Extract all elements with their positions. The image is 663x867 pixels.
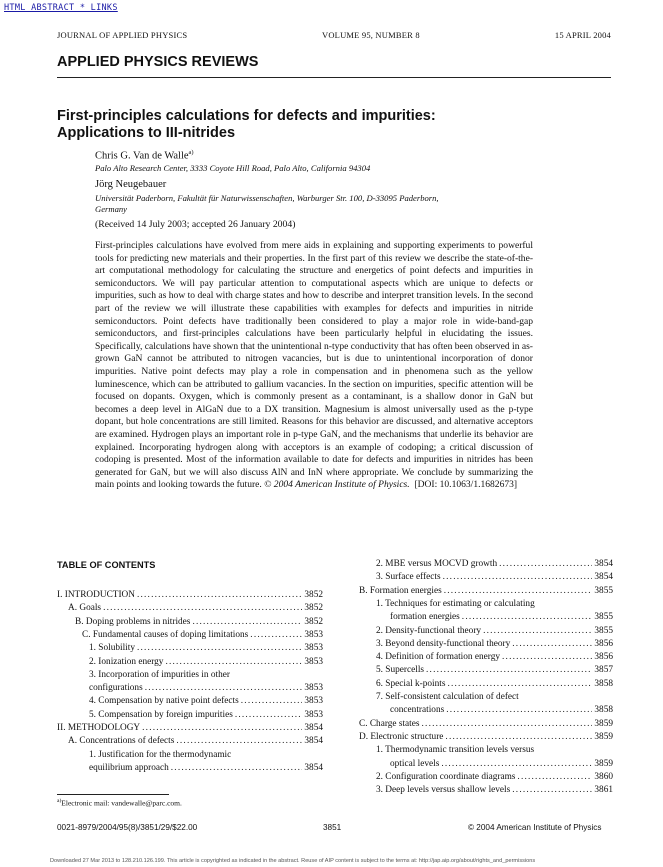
toc-entry[interactable] xyxy=(359,586,613,596)
toc-entry[interactable] xyxy=(82,630,323,640)
received-dates: (Received 14 July 2003; accepted 26 January 2004) xyxy=(95,219,296,230)
toc-page-number: 3855 xyxy=(594,612,613,623)
abstract-text xyxy=(95,240,533,492)
toc-entry[interactable] xyxy=(376,652,613,662)
toc-leader-dots xyxy=(447,679,592,689)
toc-leader-dots xyxy=(142,723,302,733)
toc-entry-label: 5. Compensation by foreign impurities xyxy=(89,709,233,720)
toc-entry[interactable] xyxy=(376,679,613,689)
toc-page-number: 3854 xyxy=(594,572,613,583)
toc-entry-label: formation energies xyxy=(390,612,460,623)
toc-leader-dots xyxy=(235,710,303,720)
html-abstract-links[interactable]: HTML ABSTRACT * LINKS xyxy=(4,3,118,13)
toc-entry[interactable] xyxy=(359,732,613,742)
toc-entry[interactable] xyxy=(68,736,323,746)
abstract xyxy=(95,240,533,492)
toc-entry-label: B. Formation energies xyxy=(359,585,442,596)
toc-entry[interactable] xyxy=(390,759,613,769)
toc-leader-dots xyxy=(145,683,303,693)
toc-page-number: 3854 xyxy=(304,723,323,733)
toc-page-number: 3853 xyxy=(304,683,323,694)
toc-entry-label: C. Charge states xyxy=(359,718,420,729)
toc-leader-dots xyxy=(137,590,302,600)
toc-entry-label: 4. Definition of formation energy xyxy=(376,652,501,663)
toc-entry-label: equilibrium approach xyxy=(89,762,169,773)
toc-entry[interactable] xyxy=(89,763,323,773)
toc-entry[interactable] xyxy=(376,639,613,649)
toc-entry[interactable] xyxy=(89,657,323,667)
toc-page-number: 3854 xyxy=(594,559,613,569)
toc-entry-label: 5. Supercells xyxy=(376,665,425,676)
section-heading: APPLIED PHYSICS REVIEWS xyxy=(57,54,259,70)
toc-page-number: 3854 xyxy=(304,762,323,773)
footnote-text: Electronic mail: vandewalle@parc.com. xyxy=(61,798,182,808)
volume-number: VOLUME 95, NUMBER 8 xyxy=(322,30,420,40)
toc-entry[interactable] xyxy=(376,559,613,569)
toc-leader-dots xyxy=(445,732,592,742)
toc-leader-dots xyxy=(192,617,302,627)
toc-page-number: 3853 xyxy=(304,643,323,654)
toc-leader-dots xyxy=(103,603,302,613)
toc-page-number: 3852 xyxy=(304,616,323,627)
toc-entry-label: configurations xyxy=(89,683,143,694)
author-name: Chris G. Van de Walle xyxy=(95,150,189,162)
abstract-copyright: © 2004 American Institute of Physics. xyxy=(264,479,410,491)
toc-leader-dots xyxy=(443,572,593,582)
toc-page-number: 3855 xyxy=(594,625,613,636)
toc-heading: TABLE OF CONTENTS xyxy=(57,560,156,570)
toc-leader-dots xyxy=(165,657,302,667)
toc-entry[interactable]: 3. Incorporation of impurities in other xyxy=(89,669,230,680)
toc-entry[interactable] xyxy=(75,617,323,627)
footnote-divider xyxy=(57,794,169,795)
toc-leader-dots xyxy=(422,719,593,729)
toc-entry-label: 2. Density-functional theory xyxy=(376,625,482,636)
toc-page-number: 3853 xyxy=(304,709,323,720)
toc-page-number: 3858 xyxy=(594,705,613,716)
toc-leader-dots xyxy=(241,696,303,706)
toc-page-number: 3853 xyxy=(304,629,323,640)
toc-page-number: 3856 xyxy=(594,638,613,649)
title-line-2: Applications to III-nitrides xyxy=(57,125,236,141)
toc-entry-label: 4. Compensation by native point defects xyxy=(89,696,239,707)
toc-leader-dots xyxy=(441,759,592,769)
toc-entry[interactable] xyxy=(57,723,323,733)
toc-entry-label: D. Electronic structure xyxy=(359,731,444,742)
issue-date: 15 APRIL 2004 xyxy=(554,30,611,40)
title-line-1: First-principles calculations for defects and impurities: xyxy=(57,108,436,124)
toc-page-number: 3859 xyxy=(594,758,613,769)
toc-leader-dots xyxy=(499,559,592,569)
affiliation-line: Germany xyxy=(95,203,127,214)
toc-leader-dots xyxy=(176,736,302,746)
toc-entry-label: 2. Ionization energy xyxy=(89,656,164,667)
toc-leader-dots xyxy=(171,763,303,773)
toc-entry[interactable] xyxy=(376,785,613,795)
toc-entry-label: A. Goals xyxy=(68,603,102,614)
toc-entry-label: I. INTRODUCTION xyxy=(57,590,135,600)
footnote xyxy=(57,798,182,808)
toc-page-number: 3854 xyxy=(304,736,323,747)
journal-name: JOURNAL OF APPLIED PHYSICS xyxy=(57,30,188,40)
toc-entry[interactable] xyxy=(376,626,613,636)
toc-entry[interactable] xyxy=(57,590,323,600)
abstract-body: First-principles calculations have evolved from mere aids in explaining and supporting experiments to powerful tools for predicting new materials and their properties. In the first part of this review we describe the state-of-the-art computational methodology for calculating the structure and energetics of point defects and impurities in semiconductors. We will pay particular attention to computational aspects which are unique to defects or impurities, such as how to deal with charge states and how to describe and interpret transition levels. In the second part of the review we will illustrate these capabilities with examples for defects and impurities in nitride semiconductors. Point defects have traditionally been considered to play a major role in wide-band-gap semiconductors, and first-principles calculations have been particularly helpful in elucidating the issues. Specifically, calculations have shown that the unintentional n-type conductivity that has often been observed in as-grown GaN cannot be attributed to nitrogen vacancies, but is due to unintentional incorporation of donor impurities. Native point defects may play a role in compensation and in phenomena such as the yellow luminescence, which can be attributed to gallium vacancies. In the section on impurities, specific attention will be focused on dopants. Oxygen, which is commonly present as a contaminant, is a shallow donor in GaN but becomes a deep level in AlGaN due to a DX transition. Magnesium is almost universally used as the p-type dopant, but hole concentrations are still limited. Reasons for this behavior are discussed, and alternative acceptors are examined. Hydrogen plays an important role in p-type GaN, and the mechanisms that underlie its behavior are explained. Incorporating hydrogen along with acceptors is an example of codoping; a critical discussion of codoping is presented. Most of the information available to date for defects and impurities in nitrides has been generated for GaN, but we will also discuss AlN and InN where appropriate. We conclude by summarizing the main points and looking towards the future. xyxy=(95,240,533,491)
toc-entry-label: C. Fundamental causes of doping limitations xyxy=(82,629,249,640)
toc-entry[interactable] xyxy=(89,683,323,693)
footer-copyright: © 2004 American Institute of Physics xyxy=(468,823,602,832)
author-2: Jörg Neugebauer xyxy=(95,179,167,190)
toc-entry[interactable]: 7. Self-consistent calculation of defect xyxy=(376,692,519,702)
toc-page-number: 3853 xyxy=(304,656,323,667)
toc-entry[interactable] xyxy=(376,772,613,782)
toc-entry[interactable] xyxy=(390,612,613,622)
toc-page-number: 3860 xyxy=(594,771,613,782)
author-1-affiliation: Palo Alto Research Center, 3333 Coyote Hill Road, Palo Alto, California 94304 xyxy=(95,163,371,173)
toc-entry-label: B. Doping problems in nitrides xyxy=(75,616,191,627)
toc-entry[interactable] xyxy=(359,719,613,729)
toc-entry-label: 2. Configuration coordinate diagrams xyxy=(376,771,516,782)
toc-page-number: 3859 xyxy=(594,731,613,742)
toc-entry[interactable] xyxy=(390,705,613,715)
toc-entry-label: 2. MBE versus MOCVD growth xyxy=(376,559,498,569)
toc-entry[interactable] xyxy=(89,696,323,706)
toc-page-number: 3861 xyxy=(594,785,613,796)
author-2-affiliation xyxy=(95,193,535,214)
toc-leader-dots xyxy=(483,626,592,636)
toc-entry-label: II. METHODOLOGY xyxy=(57,723,141,733)
issn-line: 0021-8979/2004/95(8)/3851/29/$22.00 xyxy=(57,823,198,832)
toc-page-number: 3858 xyxy=(594,678,613,689)
toc-entry-label: 3. Surface effects xyxy=(376,572,441,583)
toc-leader-dots xyxy=(250,630,302,640)
toc-entry[interactable] xyxy=(376,572,613,582)
toc-leader-dots xyxy=(446,705,592,715)
toc-leader-dots xyxy=(502,652,592,662)
toc-entry-label: optical levels xyxy=(390,758,440,769)
toc-page-number: 3859 xyxy=(594,718,613,729)
toc-entry[interactable] xyxy=(376,665,613,675)
toc-page-number: 3853 xyxy=(304,696,323,707)
download-notice: Downloaded 27 Mar 2013 to 128.210.126.199. This article is copyrighted as indicated in the abstract. Reuse of AIP content is subject to the terms at: http://jap.aip.org/about/rights_and_permissions xyxy=(50,858,536,864)
author-footnote-marker: a) xyxy=(188,149,194,156)
toc-entry-label: 6. Special k-points xyxy=(376,678,446,689)
toc-page-number: 3856 xyxy=(594,652,613,663)
affiliation-line: Universität Paderborn, Fakultät für Naturwissenschaften, Warburger Str. 100, D-33095 Paderborn, xyxy=(95,193,439,203)
toc-page-number: 3852 xyxy=(304,590,323,600)
toc-entry[interactable] xyxy=(89,710,323,720)
doi-link[interactable]: [DOI: 10.1063/1.1682673] xyxy=(414,479,518,491)
toc-entry-label: 1. Solubility xyxy=(89,643,135,654)
toc-leader-dots xyxy=(462,612,593,622)
toc-entry-label: 3. Deep levels versus shallow levels xyxy=(376,785,511,796)
paper-title xyxy=(57,108,617,142)
toc-entry[interactable] xyxy=(68,603,323,613)
toc-leader-dots xyxy=(444,586,593,596)
author-1 xyxy=(95,149,194,162)
toc-leader-dots xyxy=(426,665,592,675)
toc-leader-dots xyxy=(137,643,302,653)
toc-entry[interactable]: 1. Techniques for estimating or calculating xyxy=(376,598,535,609)
page-number: 3851 xyxy=(323,823,342,832)
section-divider xyxy=(57,77,611,78)
toc-entry-label: concentrations xyxy=(390,705,445,716)
toc-entry[interactable]: 1. Thermodynamic transition levels versus xyxy=(376,745,535,756)
toc-page-number: 3852 xyxy=(304,603,323,614)
toc-leader-dots xyxy=(517,772,592,782)
toc-page-number: 3855 xyxy=(594,585,613,596)
toc-entry-label: A. Concentrations of defects xyxy=(68,736,175,747)
toc-entry-label: 3. Beyond density-functional theory xyxy=(376,638,511,649)
footnote-marker: a) xyxy=(57,798,62,804)
toc-leader-dots xyxy=(512,639,592,649)
toc-leader-dots xyxy=(512,785,592,795)
toc-page-number: 3857 xyxy=(594,665,613,676)
toc-entry[interactable]: 1. Justification for the thermodynamic xyxy=(89,749,232,760)
toc-entry[interactable] xyxy=(89,643,323,653)
